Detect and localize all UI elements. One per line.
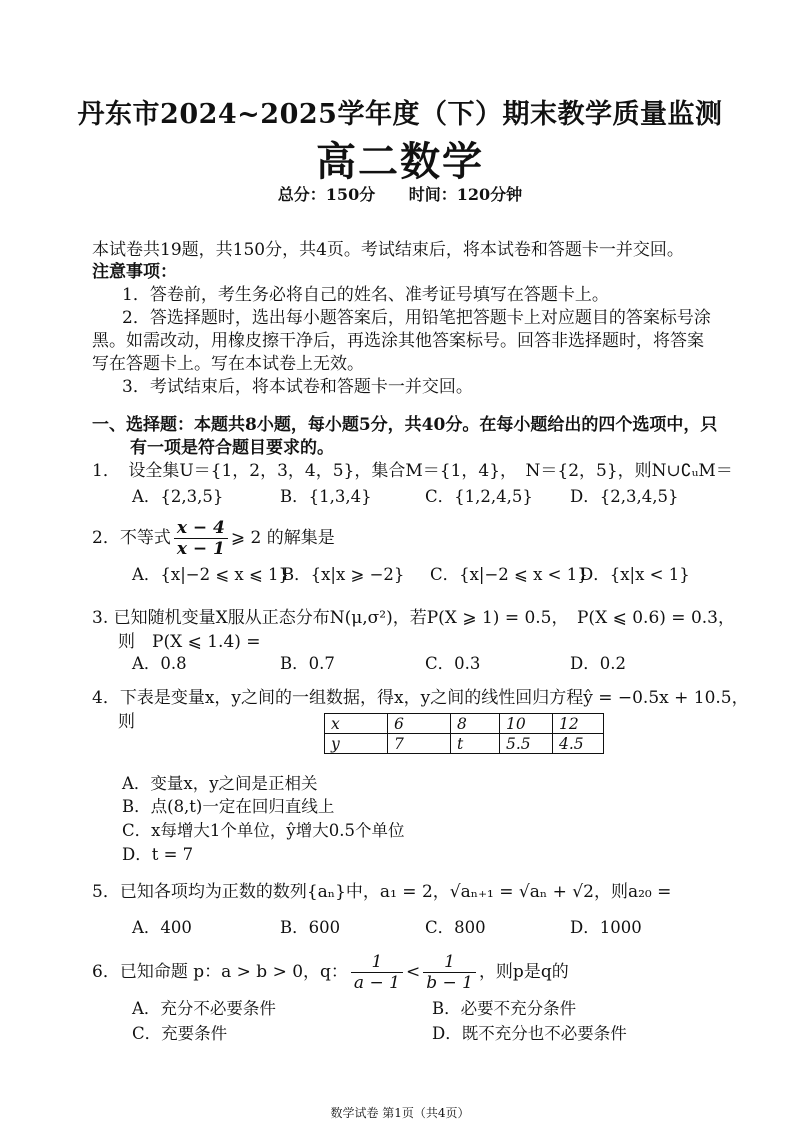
table-cell: 8 <box>451 714 500 734</box>
q6-denominator-1: a − 1 <box>353 973 400 993</box>
q2-suffix: ⩾ 2 的解集是 <box>230 528 335 548</box>
q2-option-a: A．{x|−2 ⩽ x ⩽ 1} <box>132 565 290 584</box>
q3-stem-2: 则 P(X ⩽ 1.4) = <box>118 632 261 652</box>
table-cell: x <box>325 714 388 734</box>
q4-option-d: D．t = 7 <box>122 845 194 864</box>
q6-less-than: < <box>405 962 421 982</box>
q6-fraction-1 <box>351 952 403 993</box>
table-cell: 10 <box>500 714 553 734</box>
exam-title: 丹东市2024~2025学年度（下）期末教学质量监测 <box>77 99 723 130</box>
q6-denominator-2: b − 1 <box>426 973 473 993</box>
section-heading-1: 一、选择题：本题共8小题，每小题5分，共40分。在每小题给出的四个选项中，只 <box>92 415 718 435</box>
q6-option-d: D．既不充分也不必要条件 <box>432 1024 627 1043</box>
notice-2b: 黑。如需改动，用橡皮擦干净后，再选涂其他答案标号。回答非选择题时，将答案 <box>92 331 704 351</box>
q6-option-b: B．必要不充分条件 <box>432 999 577 1018</box>
q2-option-d: D．{x|x < 1} <box>580 565 690 584</box>
q5-option-c: C．800 <box>425 918 486 937</box>
q5-option-d: D．1000 <box>570 918 642 937</box>
q1-stem: 1． 设全集U＝{1，2，3，4，5}，集合M＝{1，4}， N＝{2，5}，则N∪∁ᵤM＝ <box>92 461 733 481</box>
table-cell: 5.5 <box>500 734 553 754</box>
table-cell: 7 <box>388 734 451 754</box>
q5-stem: 5．已知各项均为正数的数列{aₙ}中，a₁ = 2，√aₙ₊₁ = √aₙ + √2，则a₂₀ = <box>92 882 672 902</box>
q4-option-a: A．变量x，y之间是正相关 <box>122 774 318 793</box>
notice-3: 3．考试结束后，将本试卷和答题卡一并交回。 <box>122 377 473 397</box>
q2-option-b: B．{x|x ⩾ −2} <box>282 565 405 584</box>
q2-stem <box>92 518 335 559</box>
q5-option-b: B．600 <box>280 918 341 937</box>
table-row <box>325 734 604 754</box>
notice-1: 1．答卷前，考生务必将自己的姓名、准考证号填写在答题卡上。 <box>122 285 609 305</box>
table-cell: 4.5 <box>553 734 604 754</box>
q4-stem: 4．下表是变量x，y之间的一组数据，得x，y之间的线性回归方程ŷ = −0.5x + 10.5， <box>92 688 749 708</box>
q6-numerator-2: 1 <box>423 952 476 973</box>
q3-option-c: C．0.3 <box>425 654 481 673</box>
q6-suffix: ，则p是q的 <box>478 962 569 982</box>
intro-line: 本试卷共19题，共150分，共4页。考试结束后，将本试卷和答题卡一并交回。 <box>92 240 684 260</box>
q6-stem <box>92 952 569 993</box>
q2-denominator: x − 1 <box>176 539 225 559</box>
subject-title: 高二数学 <box>316 138 484 185</box>
q3-option-b: B．0.7 <box>280 654 335 673</box>
total-score: 总分：150分 <box>277 185 376 204</box>
q2-fraction <box>174 518 228 559</box>
notice-2a: 2．答选择题时，选出每小题答案后，用铅笔把答题卡上对应题目的答案标号涂 <box>122 308 711 328</box>
q4-option-b: B．点(8,t)一定在回归直线上 <box>122 797 335 816</box>
q3-stem: 3. 已知随机变量X服从正态分布N(μ,σ²)，若P(X ⩾ 1) = 0.5， P(X ⩽ 0.6) = 0.3， <box>92 608 735 628</box>
q6-option-c: C．充要条件 <box>132 1024 228 1043</box>
notice-2c: 写在答题卡上。写在本试卷上无效。 <box>92 354 364 374</box>
q6-fraction-2 <box>423 952 476 993</box>
q4-option-c: C．x每增大1个单位，ŷ增大0.5个单位 <box>122 821 405 840</box>
q6-option-a: A．充分不必要条件 <box>132 999 276 1018</box>
q2-option-c: C．{x|−2 ⩽ x < 1} <box>430 565 588 584</box>
q2-numerator: x − 4 <box>174 518 228 539</box>
q2-prefix: 2．不等式 <box>92 528 171 548</box>
table-cell: 6 <box>388 714 451 734</box>
table-row <box>325 714 604 734</box>
q1-option-a: A．{2,3,5} <box>132 487 224 506</box>
q1-option-d: D．{2,3,4,5} <box>570 487 679 506</box>
q6-prefix: 6．已知命题 p：a > b > 0，q： <box>92 962 348 982</box>
section-heading-2: 有一项是符合题目要求的。 <box>130 438 334 458</box>
q6-numerator-1: 1 <box>351 952 403 973</box>
q3-option-d: D．0.2 <box>570 654 626 673</box>
table-cell: 12 <box>553 714 604 734</box>
notice-title: 注意事项： <box>92 262 177 282</box>
exam-meta <box>0 182 800 205</box>
exam-time: 时间：120分钟 <box>408 185 523 204</box>
q1-option-c: C．{1,2,4,5} <box>425 487 533 506</box>
table-cell: t <box>451 734 500 754</box>
table-cell: y <box>325 734 388 754</box>
q1-option-b: B．{1,3,4} <box>280 487 372 506</box>
q4-data-table <box>324 713 604 754</box>
q3-option-a: A．0.8 <box>132 654 187 673</box>
q5-option-a: A．400 <box>132 918 192 937</box>
page-footer: 数学试卷 第1页（共4页） <box>330 1106 470 1120</box>
q4-stem-2: 则 <box>118 712 135 732</box>
